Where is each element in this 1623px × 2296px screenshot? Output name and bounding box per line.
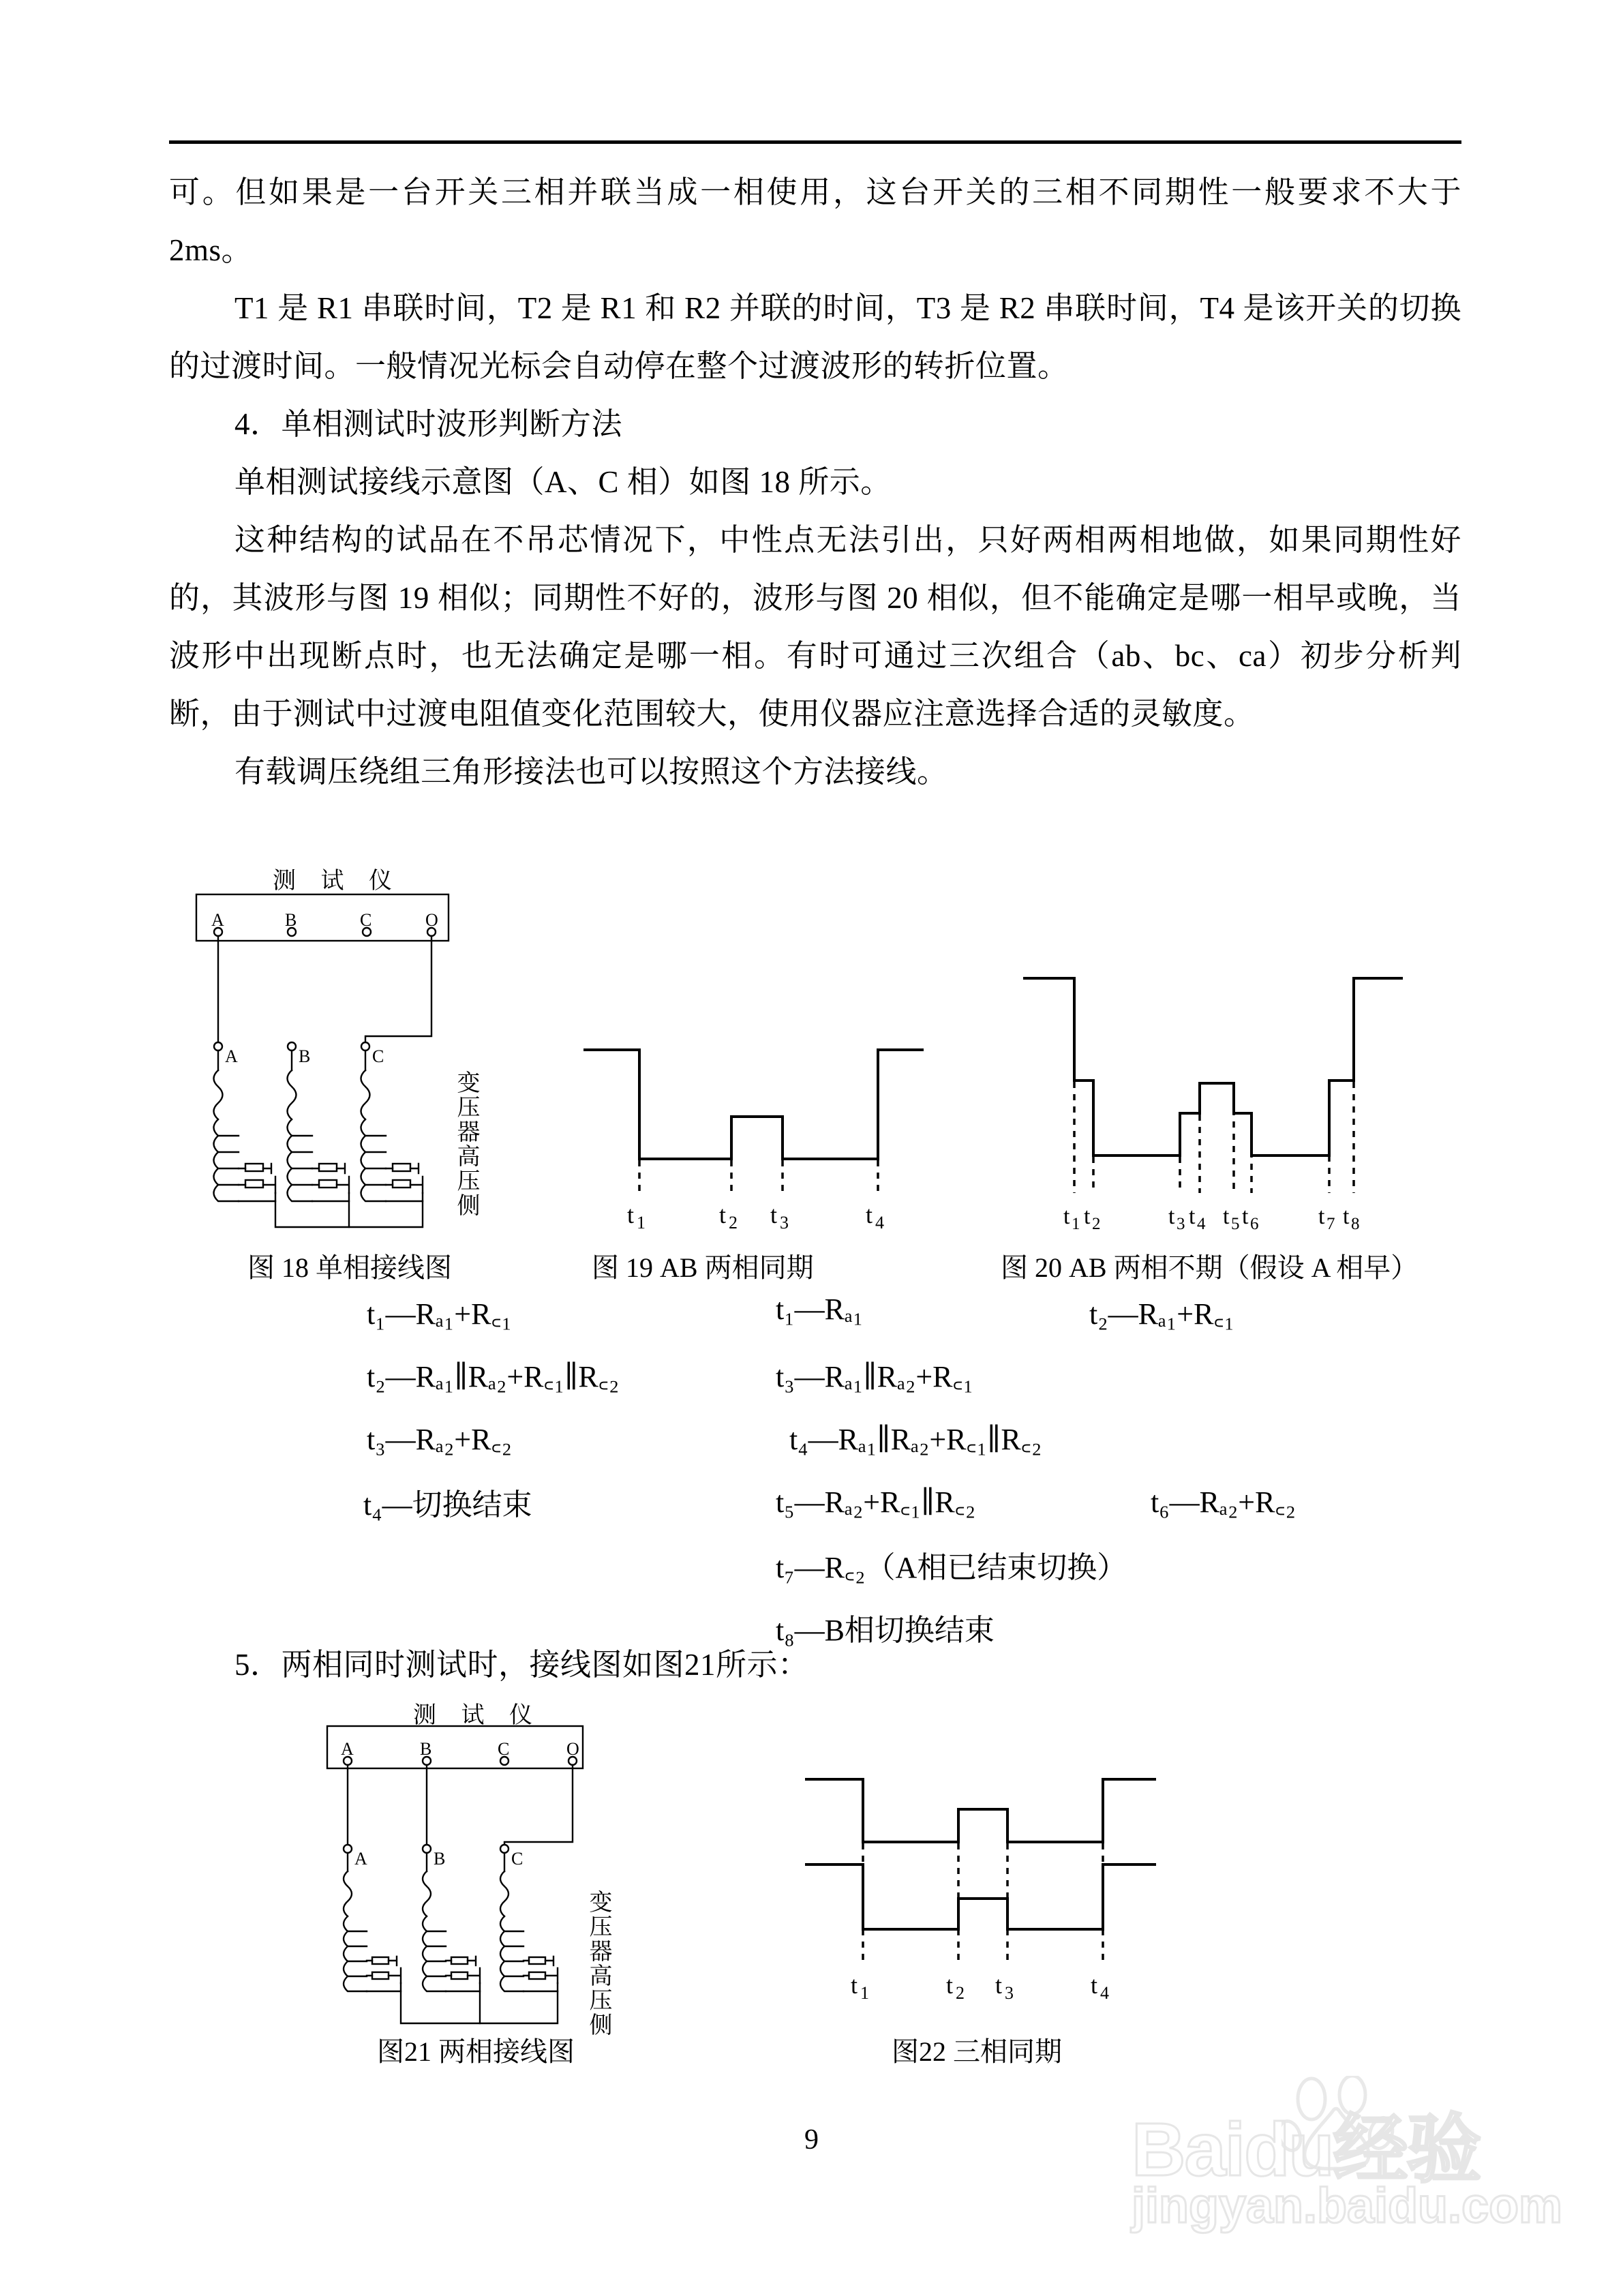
paragraph-5: 这种结构的试品在不吊芯情况下，中性点无法引出，只好两相两相地做，如果同期性好的，其波形与图 19 相似；同期性不好的，波形与图 20 相似，但不能确定是哪一相早或晚，当波形中出现断点时，也无法确定是哪一相。有时可通过三次组合（ab、bc、ca）初步分析判断，由于测试中过渡电阻值变化范围较大，使用仪器应注意选择合适的灵敏度。 (169, 523, 1461, 731)
figure-21-circuit (305, 1697, 660, 2052)
svg-text:t: t (1168, 1204, 1175, 1229)
formula-row-2 (169, 1355, 1461, 1417)
svg-text:t: t (719, 1201, 727, 1228)
formula-t3-mid: t₃—Rₐ₁∥Rₐ₂+R꜀₁ (776, 1360, 974, 1393)
page-number: 9 (804, 2124, 819, 2156)
svg-text:t: t (1318, 1204, 1325, 1229)
formula-t1-left: t₁—Rₐ₁+R꜀₁ (367, 1297, 513, 1331)
svg-text:A: A (341, 1739, 354, 1759)
svg-text:B: B (420, 1739, 432, 1759)
transformer-side-label-18: 变压器高压侧 (453, 1070, 479, 1218)
svg-text:t: t (627, 1201, 635, 1228)
svg-text:B: B (299, 1046, 311, 1066)
figure-18-caption: 图 18 单相接线图 (247, 1252, 452, 1283)
header-rule (169, 140, 1461, 144)
svg-text:4: 4 (1197, 1215, 1206, 1233)
svg-text:2: 2 (956, 1983, 965, 2003)
formula-t5-mid: t₅—Rₐ₂+R꜀₁∥R꜀₂ (776, 1485, 976, 1519)
figure-20-svg (1021, 958, 1403, 1244)
svg-text:1: 1 (637, 1213, 646, 1233)
document-body (169, 164, 1461, 801)
figure-18-circuit (183, 866, 537, 1275)
svg-text:C: C (511, 1849, 524, 1869)
formula-row-1 (169, 1292, 1461, 1355)
svg-text:3: 3 (1177, 1215, 1185, 1233)
formula-t1-mid: t₁—Rₐ₁ (776, 1293, 864, 1326)
paragraph-7: 5．两相同时测试时，接线图如图21所示： (234, 1648, 809, 1682)
baidu-watermark (1111, 2083, 1588, 2246)
watermark-brand: Baidu经验 (1132, 2108, 1481, 2192)
svg-text:t: t (946, 1972, 954, 1999)
svg-text:t: t (995, 1972, 1003, 1999)
svg-text:O: O (425, 910, 438, 930)
figure-21-caption: 图21 两相接线图 (377, 2036, 575, 2067)
paragraph-3-heading: 4．单相测试时波形判断方法 (234, 407, 623, 441)
instrument-label-21: 测 试 仪 (413, 1703, 542, 1728)
svg-text:t: t (1242, 1204, 1249, 1229)
paragraph-4: 单相测试接线示意图（A、C 相）如图 18 所示。 (234, 465, 892, 499)
section-5-heading (169, 1636, 1461, 1694)
formula-t4-mid: t₄—Rₐ₁∥Rₐ₂+R꜀₁∥R꜀₂ (789, 1423, 1042, 1456)
figure-22-waveform (803, 1759, 1157, 2045)
svg-text:6: 6 (1250, 1215, 1259, 1233)
svg-text:3: 3 (780, 1213, 789, 1233)
svg-text:A: A (211, 910, 224, 930)
formula-t2-right: t₂—Rₐ₁+R꜀₁ (1089, 1297, 1235, 1331)
svg-text:4: 4 (1100, 1983, 1109, 2003)
svg-text:C: C (498, 1739, 510, 1759)
figure-19-waveform (578, 968, 926, 1241)
figure-row-1 (169, 866, 1461, 1288)
formula-t8-mid: t₈—B相切换结束 (776, 1614, 995, 1647)
formula-block (169, 1292, 1461, 1668)
svg-text:t: t (866, 1201, 873, 1228)
svg-text:t: t (1091, 1972, 1098, 1999)
figure-row-2 (169, 1691, 1461, 2072)
svg-text:2: 2 (729, 1213, 738, 1233)
svg-text:t: t (770, 1201, 778, 1228)
figure-20-waveform (1021, 958, 1403, 1244)
formula-t3-left: t₃—Rₐ₂+R꜀₂ (367, 1423, 513, 1456)
svg-text:7: 7 (1326, 1215, 1335, 1233)
svg-text:1: 1 (1072, 1215, 1080, 1233)
svg-text:B: B (285, 910, 297, 930)
figure-22-svg (803, 1759, 1157, 2045)
svg-text:A: A (354, 1849, 367, 1869)
formula-t7-mid: t₇—R꜀₂（A相已结束切换） (776, 1551, 1127, 1584)
formula-t6-right: t₆—Rₐ₂+R꜀₂ (1151, 1485, 1296, 1519)
formula-t4-left: t₄—切换结束 (363, 1488, 532, 1522)
svg-text:A: A (225, 1046, 238, 1066)
formula-row-4 (169, 1480, 1461, 1543)
instrument-label-18: 测 试 仪 (273, 868, 401, 894)
svg-text:8: 8 (1351, 1215, 1360, 1233)
svg-text:t: t (1223, 1204, 1230, 1229)
svg-text:t: t (1343, 1204, 1350, 1229)
figure-19-svg (578, 968, 926, 1241)
paragraph-2: T1 是 R1 串联时间，T2 是 R1 和 R2 并联的时间，T3 是 R2 串联时间，T4 是该开关的切换的过渡时间。一般情况光标会自动停在整个过渡波形的转折位置。 (169, 291, 1461, 383)
svg-text:1: 1 (860, 1983, 869, 2003)
svg-text:C: C (372, 1046, 384, 1066)
svg-text:5: 5 (1231, 1215, 1240, 1233)
paragraph-6: 有载调压绕组三角形接法也可以按照这个方法接线。 (234, 755, 948, 789)
svg-text:B: B (434, 1849, 446, 1869)
svg-text:t: t (1063, 1204, 1070, 1229)
svg-text:t: t (1084, 1204, 1091, 1229)
svg-text:O: O (566, 1739, 579, 1759)
figure-20-caption: 图 20 AB 两相不期（假设 A 相早） (1001, 1252, 1419, 1283)
figure-18-svg (183, 866, 537, 1275)
paragraph-1: 可。但如果是一台开关三相并联当成一相使用，这台开关的三相不同期性一般要求不大于 2ms。 (169, 175, 1461, 267)
svg-text:t: t (851, 1972, 858, 1999)
watermark-url: jingyan.baidu.com (1132, 2179, 1563, 2233)
formula-row-3 (169, 1417, 1461, 1480)
svg-text:C: C (360, 910, 372, 930)
transformer-side-label-21: 变压器高压侧 (586, 1890, 611, 2037)
svg-text:4: 4 (875, 1213, 884, 1233)
svg-text:t: t (1189, 1204, 1196, 1229)
formula-row-5 (169, 1543, 1461, 1605)
svg-text:2: 2 (1092, 1215, 1101, 1233)
formula-t2-left: t₂—Rₐ₁∥Rₐ₂+R꜀₁∥R꜀₂ (367, 1360, 620, 1393)
figure-19-caption: 图 19 AB 两相同期 (592, 1252, 814, 1283)
svg-text:3: 3 (1005, 1983, 1014, 2003)
figure-22-caption: 图22 三相同期 (892, 2036, 1062, 2067)
